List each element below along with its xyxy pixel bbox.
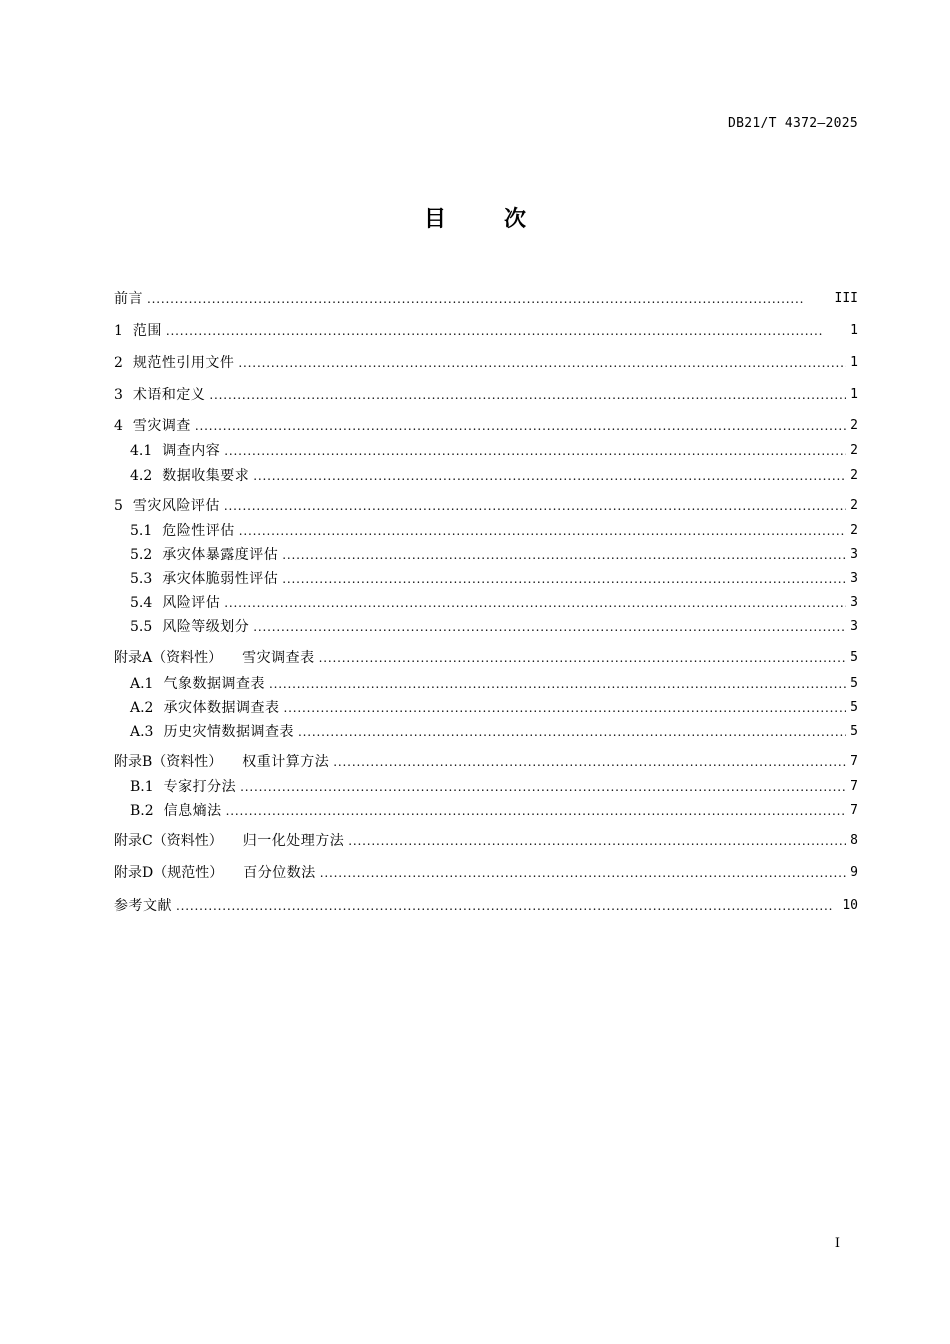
toc-entry-page: 3	[850, 595, 858, 610]
toc-entry-historical-disaster-table[interactable]	[130, 722, 858, 742]
toc-entry-number: 5.1	[130, 523, 153, 539]
toc-entry-vulnerability-assessment[interactable]	[130, 569, 858, 589]
toc-entry-page: 3	[850, 571, 858, 586]
toc-entry-risk-grading[interactable]	[130, 617, 858, 637]
toc-entry-text: 承灾体数据调查表	[163, 700, 280, 716]
toc-leader-dots	[224, 496, 846, 516]
toc-entry-number: 附录D（规范性）	[114, 865, 224, 881]
toc-entry-number: 4	[114, 418, 123, 434]
toc-entry-text: 风险等级划分	[162, 619, 250, 635]
toc-entry-number: 3	[114, 387, 123, 403]
toc-leader-dots	[226, 801, 847, 821]
toc-leader-dots	[269, 674, 846, 694]
toc-entry-text: 历史灾情数据调查表	[163, 724, 294, 740]
toc-leader-dots	[283, 698, 846, 718]
toc-entry-page: 3	[850, 619, 858, 634]
toc-leader-dots	[348, 831, 846, 851]
toc-entry-page: 3	[850, 547, 858, 562]
toc-entry-page: 7	[850, 754, 858, 769]
toc-entry-number: B.1	[130, 779, 154, 795]
toc-entry-page: 7	[850, 803, 858, 818]
toc-entry-number: 5	[114, 498, 123, 514]
toc-entry-expert-scoring[interactable]	[130, 777, 858, 797]
toc-entry-appendix-a[interactable]	[114, 648, 858, 668]
toc-entry-appendix-d[interactable]	[114, 863, 858, 883]
toc-entry-text: 数据收集要求	[162, 468, 250, 484]
toc-leader-dots	[147, 289, 831, 309]
toc-entry-text: 调查内容	[162, 443, 221, 459]
toc-entry-entropy-method[interactable]	[130, 801, 858, 821]
toc-entry-number: 1	[114, 323, 123, 339]
toc-leader-dots	[240, 777, 846, 797]
toc-entry-page: 2	[850, 523, 858, 538]
toc-entry-number: 2	[114, 355, 123, 371]
toc-entry-text: 雪灾调查表	[242, 650, 315, 666]
toc-entry-appendix-b[interactable]	[114, 752, 858, 772]
toc-leader-dots	[176, 896, 838, 916]
toc-entry-text: 百分位数法	[243, 865, 316, 881]
toc-entry-number: B.2	[130, 803, 154, 819]
toc-leader-dots	[166, 321, 846, 341]
toc-entry-number: 5.4	[130, 595, 153, 611]
toc-entry-exposure-assessment[interactable]	[130, 545, 858, 565]
toc-entry-page: III	[834, 291, 858, 306]
toc-entry-text: 风险评估	[162, 595, 221, 611]
toc-entry-risk-evaluation[interactable]	[130, 593, 858, 613]
toc-entry-number: A.1	[130, 676, 154, 692]
toc-entry-number: 5.2	[130, 547, 153, 563]
toc-entry-number: 附录A（资料性）	[114, 650, 223, 666]
page-number: I	[834, 1236, 840, 1251]
toc-entry-number: 4.1	[130, 443, 153, 459]
toc-entry-text: 信息熵法	[163, 803, 222, 819]
toc-entry-text: 权重计算方法	[242, 754, 330, 770]
toc-entry-hazard-assessment[interactable]	[130, 521, 858, 541]
toc-entry-snow-disaster-survey[interactable]	[114, 416, 858, 436]
toc-entry-number: 附录B（资料性）	[114, 754, 223, 770]
toc-entry-text: 归一化处理方法	[242, 833, 345, 849]
toc-entry-text: 前言	[114, 291, 143, 307]
toc-entry-text: 术语和定义	[132, 387, 206, 403]
toc-entry-page: 1	[850, 387, 858, 402]
toc-entry-text: 气象数据调查表	[163, 676, 265, 692]
toc-entry-page: 1	[850, 355, 858, 370]
toc-leader-dots	[320, 863, 846, 883]
toc-leader-dots	[209, 385, 846, 405]
toc-entry-text: 雪灾调查	[132, 418, 191, 434]
toc-entry-text: 承灾体脆弱性评估	[162, 571, 279, 587]
toc-entry-number: A.2	[130, 700, 154, 716]
toc-leader-dots	[253, 617, 846, 637]
toc-entry-page: 7	[850, 779, 858, 794]
toc-leader-dots	[195, 416, 846, 436]
toc-leader-dots	[298, 722, 846, 742]
toc-entry-page: 5	[850, 650, 858, 665]
toc-entry-page: 2	[850, 498, 858, 513]
toc-leader-dots	[333, 752, 846, 772]
document-code: DB21/T 4372—2025	[727, 116, 858, 131]
toc-entry-number: 附录C（资料性）	[114, 833, 223, 849]
toc-entry-survey-content[interactable]	[130, 441, 858, 461]
toc-entry-text: 雪灾风险评估	[132, 498, 220, 514]
toc-entry-normative-references[interactable]	[114, 353, 858, 373]
toc-leader-dots	[282, 569, 846, 589]
toc-entry-page: 8	[850, 833, 858, 848]
toc-entry-page: 9	[850, 865, 858, 880]
toc-entry-number: 5.5	[130, 619, 153, 635]
toc-entry-page: 1	[850, 323, 858, 338]
toc-leader-dots	[224, 441, 846, 461]
toc-entry-page: 5	[850, 724, 858, 739]
toc-entry-page: 10	[842, 898, 858, 913]
toc-entry-text: 范围	[132, 323, 162, 339]
toc-leader-dots	[239, 521, 846, 541]
toc-entry-page: 2	[850, 443, 858, 458]
toc-leader-dots	[319, 648, 847, 668]
toc-entry-text: 承灾体暴露度评估	[162, 547, 279, 563]
toc-entry-number: 4.2	[130, 468, 153, 484]
toc-entry-scope[interactable]	[114, 321, 858, 341]
toc-entry-appendix-c[interactable]	[114, 831, 858, 851]
toc-entry-page: 2	[850, 418, 858, 433]
toc-leader-dots	[238, 353, 846, 373]
toc-entry-page: 2	[850, 468, 858, 483]
toc-entry-text: 参考文献	[114, 898, 172, 914]
toc-entry-meteorological-table[interactable]	[130, 674, 858, 694]
toc-entry-data-collection[interactable]	[130, 466, 858, 486]
toc-entry-text: 专家打分法	[163, 779, 237, 795]
page-title: 目次	[423, 207, 584, 232]
toc-leader-dots	[282, 545, 846, 565]
toc-entry-exposed-elements-table[interactable]	[130, 698, 858, 718]
toc-entry-foreword[interactable]	[114, 289, 858, 309]
toc-leader-dots	[253, 466, 846, 486]
toc-entry-text: 危险性评估	[162, 523, 235, 539]
toc-entry-text: 规范性引用文件	[132, 355, 235, 371]
toc-leader-dots	[224, 593, 846, 613]
toc-entry-bibliography[interactable]	[114, 896, 858, 916]
toc-entry-risk-assessment[interactable]	[114, 496, 858, 516]
toc-entry-terms-definitions[interactable]	[114, 385, 858, 405]
toc-entry-number: A.3	[130, 724, 154, 740]
toc-entry-page: 5	[850, 700, 858, 715]
toc-entry-page: 5	[850, 676, 858, 691]
toc-entry-number: 5.3	[130, 571, 153, 587]
